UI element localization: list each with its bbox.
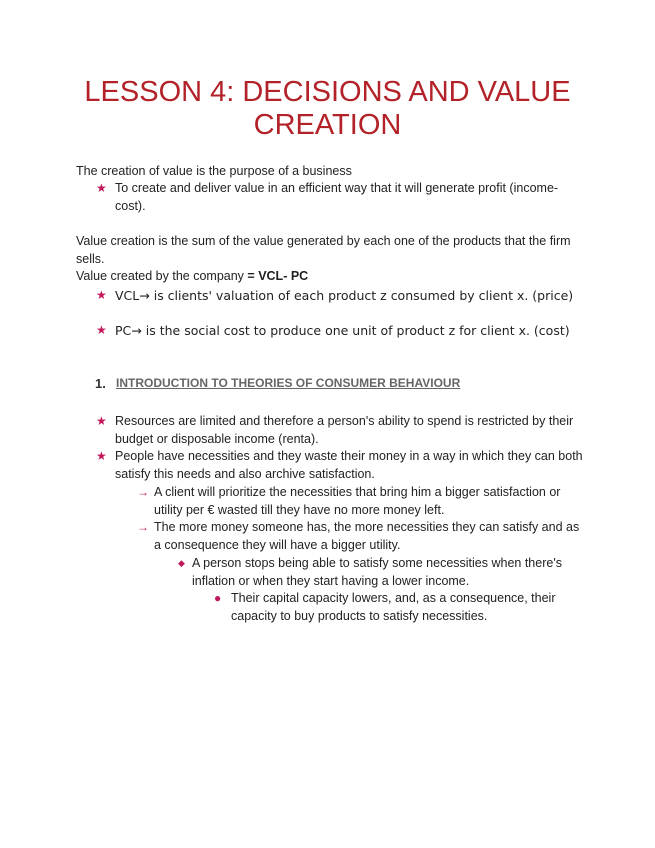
more-money-text: The more money someone has, the more necessities they can satisfy and as a consequence they will have a bigger utility. [154,520,580,552]
value-created-formula: = VCL- PC [247,269,309,283]
arrow-right-icon: → [137,485,149,499]
diamond-icon: ◆ [178,558,185,568]
list-item [96,287,585,305]
intro-text: The creation of value is the purpose of a business [76,164,352,178]
value-created-line [76,268,308,286]
list-item [214,590,576,625]
capacity-text: Their capital capacity lowers, and, as a consequence, their capacity to buy products to satisfy necessities. [231,591,556,623]
section-number: 1. [95,376,106,391]
value-creation-definition: Value creation is the sum of the value generated by each one of the products that the firm sells. [76,234,571,266]
list-item [178,555,587,590]
arrow-right-icon: → [131,323,142,338]
stops-text: A person stops being able to satisfy some necessities when there's inflation or when they start having a lower income. [192,556,562,588]
arrow-right-icon: → [139,288,150,303]
pc-text: is the social cost to produce one unit of product z for client x. (cost) [145,323,570,338]
prioritize-text: A client will prioritize the necessities that bring him a bigger satisfaction or utility per € wasted till they have no more money left. [154,485,561,517]
list-item [96,448,585,483]
pc-term: PC [115,323,132,338]
intro-bullet-text: To create and deliver value in an efficient way that it will generate profit (income-cost). [115,181,559,213]
vcl-text: is clients' valuation of each product z consumed by client x. (price) [153,288,574,303]
star-icon: ★ [96,181,107,195]
star-icon: ★ [96,288,107,302]
circle-icon: ● [214,591,222,605]
resources-text: Resources are limited and therefore a person's ability to spend is restricted by their budget or disposable income (renta). [115,414,574,446]
value-created-prefix: Value created by the company [76,269,244,283]
star-icon: ★ [96,323,107,337]
list-item [96,322,585,340]
list-item [137,484,584,519]
star-icon: ★ [96,449,107,463]
star-icon: ★ [96,414,107,428]
list-item [137,519,584,554]
section-heading: INTRODUCTION TO THEORIES OF CONSUMER BEHAVIOUR [116,376,461,390]
vcl-term: VCL [115,288,140,303]
list-item [96,413,585,448]
necessities-text: People have necessities and they waste their money in a way in which they can both satisfy this needs and also archive satisfaction. [115,449,583,481]
page-title: LESSON 4: DECISIONS AND VALUE CREATION [84,76,571,141]
list-item [96,180,585,215]
arrow-right-icon: → [137,520,149,534]
